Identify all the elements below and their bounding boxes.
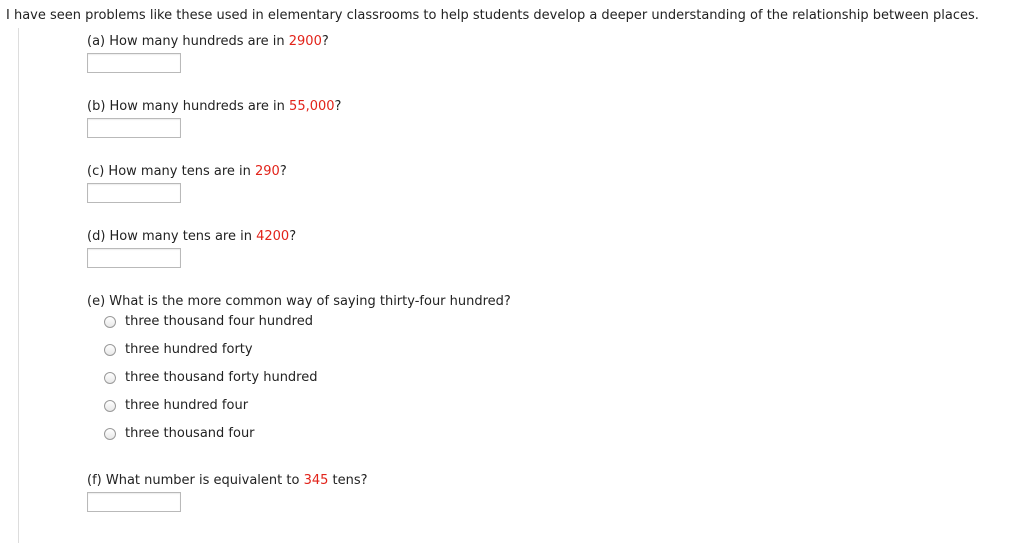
- answer-c-input[interactable]: [87, 183, 181, 203]
- option-e-4[interactable]: [104, 398, 248, 413]
- radio-button-icon[interactable]: [104, 428, 116, 440]
- option-e-2-label: three hundred forty: [125, 342, 253, 357]
- option-e-3[interactable]: [104, 370, 318, 385]
- option-e-1-label: three thousand four hundred: [125, 314, 313, 329]
- radio-button-icon[interactable]: [104, 372, 116, 384]
- question-c-number: 290: [255, 164, 280, 179]
- question-c-text: (c) How many tens are in: [87, 164, 255, 179]
- question-a-number: 2900: [288, 34, 322, 49]
- question-f-suffix: tens?: [328, 473, 368, 488]
- question-a: [87, 34, 329, 49]
- answer-b-input[interactable]: [87, 118, 181, 138]
- left-margin-rule: [18, 28, 19, 543]
- radio-button-icon[interactable]: [104, 316, 116, 328]
- question-d-number: 4200: [256, 229, 290, 244]
- question-b-suffix: ?: [334, 99, 342, 114]
- option-e-3-label: three thousand forty hundred: [125, 370, 318, 385]
- question-d-suffix: ?: [289, 229, 297, 244]
- question-a-suffix: ?: [321, 34, 329, 49]
- question-c: [87, 164, 287, 179]
- question-e-text: (e) What is the more common way of saying thirty-four hundred?: [87, 294, 511, 309]
- answer-a-input[interactable]: [87, 53, 181, 73]
- radio-button-icon[interactable]: [104, 400, 116, 412]
- problem-intro: I have seen problems like these used in elementary classrooms to help students develop a deeper understanding of the relationship between places.: [6, 8, 979, 23]
- option-e-5[interactable]: [104, 426, 255, 441]
- option-e-1[interactable]: [104, 314, 313, 329]
- radio-button-icon[interactable]: [104, 344, 116, 356]
- answer-d-input[interactable]: [87, 248, 181, 268]
- option-e-2[interactable]: [104, 342, 253, 357]
- question-d-text: (d) How many tens are in: [87, 229, 257, 244]
- question-a-text: (a) How many hundreds are in: [87, 34, 289, 49]
- question-b: [87, 99, 341, 114]
- option-e-4-label: three hundred four: [125, 398, 249, 413]
- question-f-text: (f) What number is equivalent to: [87, 473, 304, 488]
- option-e-5-label: three thousand four: [125, 426, 255, 441]
- question-f-number: 345: [303, 473, 329, 488]
- question-c-suffix: ?: [279, 164, 287, 179]
- question-d: [87, 229, 296, 244]
- question-b-text: (b) How many hundreds are in: [87, 99, 290, 114]
- answer-f-input[interactable]: [87, 492, 181, 512]
- question-b-number: 55,000: [289, 99, 335, 114]
- question-f: [87, 473, 368, 488]
